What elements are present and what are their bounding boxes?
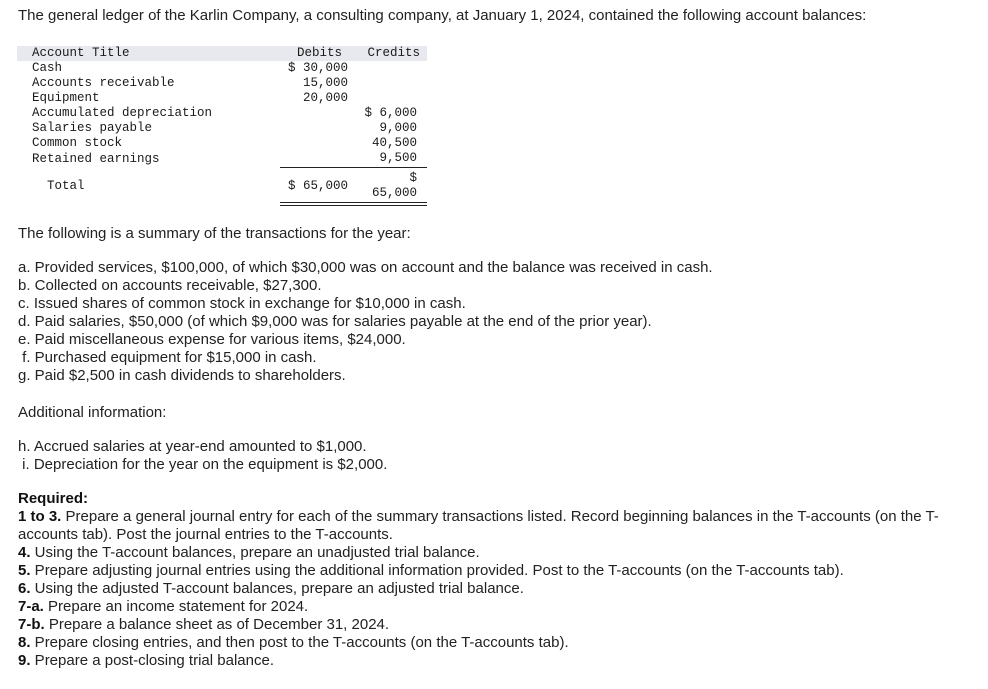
required-item [18,652,968,670]
required-item-number: 1 to 3. [18,508,62,525]
additional-info-list [18,438,387,474]
total-label: Total [47,179,85,193]
required-item-text: Using the adjusted T-account balances, prepare an adjusted trial balance. [30,580,524,597]
list-item: i. Depreciation for the year on the equipment is $2,000. [18,456,388,473]
ledger-row-credit: 9,000 [379,121,417,135]
ledger-row-credit: 40,500 [371,136,417,150]
required-item-text: Prepare a post-closing trial balance. [30,652,274,669]
required-title: Required: [18,490,89,507]
total-double-rule-bottom [280,205,427,206]
list-item: e. Paid miscellaneous expense for various items, $24,000. [18,331,406,348]
required-item-number: 4. [18,544,31,561]
ledger-row-account: Equipment [32,91,100,105]
summary-title: The following is a summary of the transactions for the year: [18,225,411,242]
required-item-text: Using the T-account balances, prepare an unadjusted trial balance. [30,544,480,561]
required-item-text: Prepare an income statement for 2024. [43,598,309,615]
ledger-row-credit: 9,500 [379,151,417,165]
required-item [18,634,968,652]
required-item-number: 7-b. [18,616,45,633]
required-item [18,616,968,634]
required-item-number: 6. [18,580,31,597]
required-item [18,508,968,544]
additional-info-title: Additional information: [18,404,167,421]
ledger-row-account: Accounts receivable [32,76,175,90]
total-credit: 65,000 [371,186,417,200]
ledger-row-account: Accumulated depreciation [32,106,213,120]
ledger-row-account: Salaries payable [32,121,153,135]
intro-text: The general ledger of the Karlin Company, a consulting company, at January 1, 2024, contained the following account balances: [18,7,867,24]
total-double-rule-top [280,202,427,203]
ledger-row-debit: $ 30,000 [287,61,348,75]
required-item-text: Prepare a balance sheet as of December 31, 2024. [44,616,390,633]
ledger-row-credit: $ 6,000 [364,106,417,120]
required-section [18,490,968,670]
ledger-row-account: Common stock [32,136,123,150]
ledger-row-debit: 15,000 [302,76,348,90]
ledger-table [17,46,427,209]
required-item-number: 9. [18,652,31,669]
required-item [18,544,968,562]
transaction-list [18,259,713,385]
required-item [18,580,968,598]
list-item: f. Purchased equipment for $15,000 in cash. [18,349,317,366]
total-credit-symbol: $ [409,171,417,185]
required-item [18,598,968,616]
list-item: a. Provided services, $100,000, of which $30,000 was on account and the balance was received in cash. [18,259,713,276]
subtotal-rule [280,167,427,168]
list-item: g. Paid $2,500 in cash dividends to shareholders. [18,367,346,384]
required-item-text: Prepare a general journal entry for each of the summary transactions listed. Record beginning balances in the T-accounts (on the T-accounts tab). Post the journal entries to the T-accounts. [18,508,939,543]
required-item-text: Prepare closing entries, and then post to the T-accounts (on the T-accounts tab). [30,634,569,651]
required-item [18,562,968,580]
list-item: d. Paid salaries, $50,000 (of which $9,000 was for salaries payable at the end of the prior year). [18,313,652,330]
list-item: h. Accrued salaries at year-end amounted to $1,000. [18,438,367,455]
total-debit: $ 65,000 [287,179,348,193]
required-item-number: 5. [18,562,31,579]
header-account-title: Account Title [32,46,130,60]
ledger-row-account: Cash [32,61,63,75]
list-item: c. Issued shares of common stock in exchange for $10,000 in cash. [18,295,466,312]
required-item-number: 8. [18,634,31,651]
header-credits: Credits [367,46,420,60]
list-item: b. Collected on accounts receivable, $27,300. [18,277,322,294]
ledger-row-debit: 20,000 [302,91,348,105]
ledger-row-account: Retained earnings [32,152,160,166]
required-item-text: Prepare adjusting journal entries using the additional information provided. Post to the T-accounts (on the T-accounts tab). [30,562,844,579]
required-item-number: 7-a. [18,598,44,615]
header-debits: Debits [296,46,342,60]
